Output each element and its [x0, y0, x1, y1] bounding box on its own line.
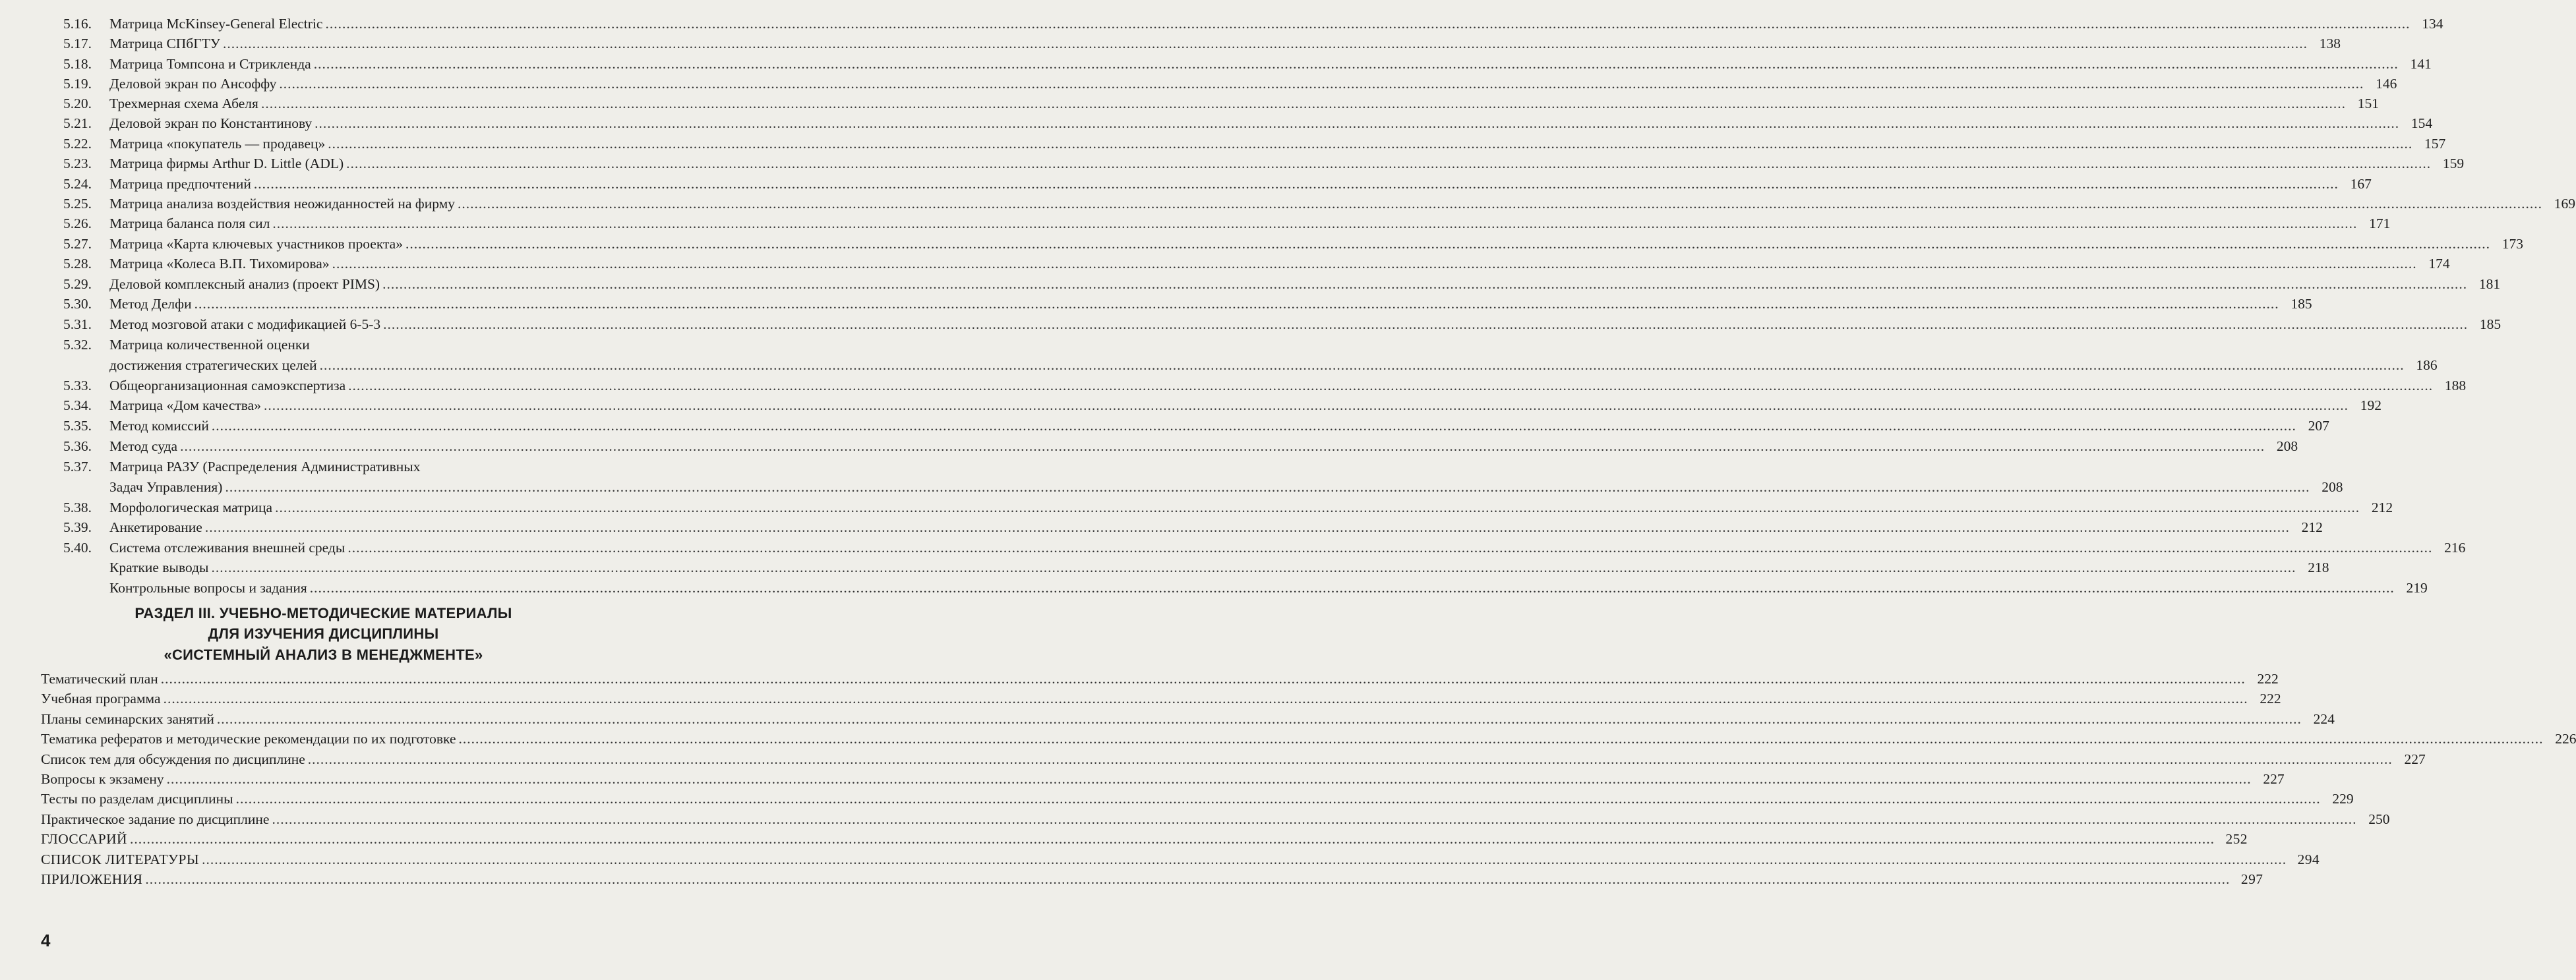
entry-page: 207 — [2308, 418, 2329, 434]
entry-title: Метод мозговой атаки с модификацией 6-5-3 — [109, 316, 381, 332]
entry-page: 134 — [2422, 16, 2443, 32]
dot-leader — [272, 810, 2356, 828]
entry-title: Метод суда — [109, 438, 178, 454]
entry-page: 174 — [2428, 256, 2450, 272]
entry-number: 5.16. — [63, 16, 92, 32]
dot-leader — [383, 315, 2468, 333]
entry-number: 5.19. — [63, 76, 92, 92]
entry-title: Метод комиссий — [109, 418, 209, 434]
toc-entry-first-line — [63, 335, 310, 354]
entry-title: Вопросы к экзамену — [41, 771, 164, 787]
entry-page: 219 — [2406, 580, 2428, 596]
dot-leader — [217, 710, 2302, 728]
entry-title: Тематика рефератов и методические рекомендации по их подготовке — [41, 731, 456, 747]
entry-number: 5.36. — [63, 438, 92, 454]
dot-leader — [225, 478, 2310, 496]
dot-leader — [332, 254, 2417, 273]
toc-entry — [41, 770, 2285, 788]
entry-page: 185 — [2479, 316, 2501, 332]
dot-leader — [308, 750, 2393, 768]
dot-leader — [325, 14, 2410, 33]
entry-page: 297 — [2240, 871, 2263, 887]
toc-entry — [63, 235, 2523, 253]
entry-page: 169 — [2554, 196, 2575, 212]
entry-title: Контрольные вопросы и задания — [109, 580, 307, 596]
entry-number: 5.30. — [63, 296, 92, 312]
entry-page: 227 — [2404, 751, 2426, 767]
toc-entry — [63, 194, 2575, 213]
toc-entry — [63, 34, 2341, 53]
entry-title: Список тем для обсуждения по дисциплине — [41, 751, 305, 767]
toc-entry — [41, 750, 2426, 768]
entry-page: 181 — [2478, 276, 2501, 292]
toc-entry — [63, 376, 2467, 395]
entry-title: Анкетирование — [109, 519, 202, 535]
entry-title: Матрица фирмы Arthur D. Little (ADL) — [109, 156, 344, 171]
toc-entry — [41, 710, 2335, 728]
entry-number: 5.23. — [63, 156, 92, 171]
dot-leader — [328, 134, 2412, 153]
toc-entry — [109, 478, 2343, 496]
entry-page: 192 — [2360, 397, 2381, 413]
dot-leader — [195, 295, 2279, 313]
entry-number: 5.37. — [63, 459, 92, 475]
section-heading-line-2: ДЛЯ ИЗУЧЕНИЯ ДИСЦИПЛИНЫ — [208, 625, 439, 642]
page-number: 4 — [41, 931, 51, 950]
entry-number: 5.38. — [63, 500, 92, 515]
dot-leader — [261, 94, 2346, 113]
entry-title: Матрица количественной оценки — [109, 337, 310, 353]
entry-number: 5.26. — [63, 216, 92, 231]
toc-entry — [63, 396, 2381, 415]
entry-page: 159 — [2442, 156, 2465, 171]
entry-page: 138 — [2319, 36, 2341, 51]
entry-page: 212 — [2301, 519, 2323, 535]
entry-title: Матрица баланса поля сил — [109, 216, 270, 231]
toc-entry — [63, 55, 2432, 73]
entry-page: 141 — [2410, 56, 2432, 72]
entry-title: Система отслеживания внешней среды — [109, 540, 345, 556]
entry-page: 294 — [2297, 851, 2320, 867]
dot-leader — [279, 74, 2364, 93]
dot-leader — [348, 376, 2433, 395]
entry-number: 5.35. — [63, 418, 92, 434]
entry-page: 224 — [2313, 711, 2335, 727]
toc-entry — [63, 134, 2446, 153]
entry-page: 157 — [2424, 136, 2446, 152]
dot-leader — [236, 790, 2321, 808]
toc-entry — [63, 114, 2433, 132]
entry-title: Метод Делфи — [109, 296, 192, 312]
entry-page: 154 — [2411, 115, 2433, 131]
dot-leader — [211, 558, 2296, 577]
toc-entry — [63, 275, 2501, 293]
entry-title: Тесты по разделам дисциплины — [41, 791, 233, 807]
entry-page: 218 — [2308, 560, 2329, 575]
entry-number: 5.32. — [63, 337, 92, 353]
entry-page: 222 — [2260, 691, 2281, 706]
dot-leader — [180, 437, 2265, 455]
entry-title: Матрица «Колеса В.П. Тихомирова» — [109, 256, 330, 272]
entry-number: 5.22. — [63, 136, 92, 152]
entry-title: Тематический план — [41, 671, 158, 687]
toc-entry — [63, 315, 2501, 333]
dot-leader — [145, 870, 2230, 888]
entry-title: Матрица McKinsey-General Electric — [109, 16, 323, 32]
entry-title: Деловой комплексный анализ (проект PIMS) — [109, 276, 380, 292]
entry-page: 151 — [2357, 96, 2379, 111]
entry-number: 5.18. — [63, 56, 92, 72]
entry-number: 5.34. — [63, 397, 92, 413]
entry-title: Планы семинарских занятий — [41, 711, 214, 727]
toc-entry — [109, 579, 2428, 597]
dot-leader — [275, 498, 2360, 517]
entry-number: 5.21. — [63, 115, 92, 131]
entry-page: 226 — [2555, 731, 2576, 747]
toc-entry — [63, 74, 2397, 93]
entry-title: Матрица «Дом качества» — [109, 397, 261, 413]
section-heading-line-3: «СИСТЕМНЫЙ АНАЛИЗ В МЕНЕДЖМЕНТЕ» — [164, 647, 483, 663]
entry-page: 146 — [2376, 76, 2397, 92]
dot-leader — [167, 770, 2252, 788]
entry-page: 188 — [2444, 378, 2467, 393]
entry-title: Матрица РАЗУ (Распределения Административных — [109, 459, 421, 475]
entry-title: ПРИЛОЖЕНИЯ — [41, 871, 143, 887]
toc-entry — [109, 356, 2438, 374]
toc-entry — [63, 498, 2393, 517]
entry-title: Учебная программа — [41, 691, 161, 706]
entry-number: 5.28. — [63, 256, 92, 272]
toc-entry — [41, 870, 2263, 888]
toc-entry — [41, 670, 2279, 688]
dot-leader — [254, 175, 2339, 193]
toc-entry — [63, 518, 2323, 536]
entry-number: 5.39. — [63, 519, 92, 535]
dot-leader — [458, 730, 2543, 748]
toc-entry — [41, 689, 2281, 708]
toc-entry — [63, 437, 2298, 455]
entry-title: Деловой экран по Ансоффу — [109, 76, 277, 92]
entry-page: 167 — [2350, 176, 2372, 192]
entry-number: 5.24. — [63, 176, 92, 192]
entry-title: Морфологическая матрица — [109, 500, 273, 515]
dot-leader — [205, 518, 2290, 536]
entry-number: 5.27. — [63, 236, 92, 252]
entry-page: 185 — [2291, 296, 2312, 312]
entry-title: Деловой экран по Константинову — [109, 115, 313, 131]
toc-entry — [41, 810, 2390, 828]
dot-leader — [161, 670, 2246, 688]
entry-title: ГЛОССАРИЙ — [41, 831, 127, 847]
entry-page: 227 — [2263, 771, 2285, 787]
toc-entry — [109, 558, 2329, 577]
entry-number: 5.20. — [63, 96, 92, 111]
entry-page: 208 — [2321, 479, 2343, 495]
entry-number: 5.31. — [63, 316, 92, 332]
entry-page: 222 — [2257, 671, 2279, 687]
entry-page: 250 — [2368, 811, 2390, 827]
entry-title: Матрица СПбГТУ — [109, 36, 221, 51]
entry-page: 171 — [2369, 216, 2391, 231]
dot-leader — [212, 417, 2296, 435]
dot-leader — [223, 34, 2308, 53]
toc-entry — [41, 730, 2576, 748]
entry-number: 5.40. — [63, 540, 92, 556]
entry-page: 212 — [2371, 500, 2393, 515]
dot-leader — [130, 830, 2215, 848]
toc-entry — [63, 94, 2379, 113]
entry-title: Матрица предпочтений — [109, 176, 251, 192]
dot-leader — [315, 114, 2399, 132]
section-heading-line-1: РАЗДЕЛ III. УЧЕБНО-МЕТОДИЧЕСКИЕ МАТЕРИАЛЫ — [135, 605, 512, 621]
entry-title: Краткие выводы — [109, 560, 209, 575]
dot-leader — [382, 275, 2467, 293]
entry-number: 5.33. — [63, 378, 92, 393]
entry-title: Практическое задание по дисциплине — [41, 811, 270, 827]
dot-leader — [320, 356, 2405, 374]
entry-title: Трехмерная схема Абеля — [109, 96, 258, 111]
toc-entry — [41, 850, 2320, 869]
entry-page: 173 — [2501, 236, 2523, 252]
toc-entry — [63, 154, 2465, 173]
entry-title-continuation: Задач Управления) — [109, 479, 223, 495]
dot-leader — [347, 538, 2432, 557]
entry-title: Матрица анализа воздействия неожиданностей на фирму — [109, 196, 455, 212]
dot-leader — [405, 235, 2490, 253]
toc-entry-first-line — [63, 457, 421, 476]
toc-entry — [63, 175, 2372, 193]
entry-page: 208 — [2276, 438, 2298, 454]
dot-leader — [272, 214, 2357, 233]
entry-page: 252 — [2225, 831, 2248, 847]
entry-number: 5.29. — [63, 276, 92, 292]
entry-page: 186 — [2416, 357, 2438, 373]
toc-entry — [63, 538, 2466, 557]
toc-entry — [63, 417, 2329, 435]
dot-leader — [164, 689, 2248, 708]
entry-page: 216 — [2444, 540, 2466, 556]
entry-title: Матрица «покупатель — продавец» — [109, 136, 326, 152]
entry-number: 5.17. — [63, 36, 92, 51]
dot-leader — [346, 154, 2431, 173]
entry-number: 5.25. — [63, 196, 92, 212]
toc-entry — [63, 14, 2443, 33]
entry-title-continuation: достижения стратегических целей — [109, 357, 317, 373]
toc-entry — [41, 830, 2248, 848]
toc-entry — [63, 214, 2391, 233]
dot-leader — [264, 396, 2349, 415]
entry-title: Общеорганизационная самоэкспертиза — [109, 378, 346, 393]
toc-entry — [63, 254, 2450, 273]
entry-title: СПИСОК ЛИТЕРАТУРЫ — [41, 851, 200, 867]
dot-leader — [310, 579, 2395, 597]
toc-entry — [41, 790, 2354, 808]
entry-title: Матрица «Карта ключевых участников проекта» — [109, 236, 403, 252]
entry-page: 229 — [2332, 791, 2354, 807]
dot-leader — [314, 55, 2399, 73]
dot-leader — [458, 194, 2542, 213]
toc-entry — [63, 295, 2312, 313]
dot-leader — [202, 850, 2287, 869]
entry-title: Матрица Томпсона и Стрикленда — [109, 56, 311, 72]
